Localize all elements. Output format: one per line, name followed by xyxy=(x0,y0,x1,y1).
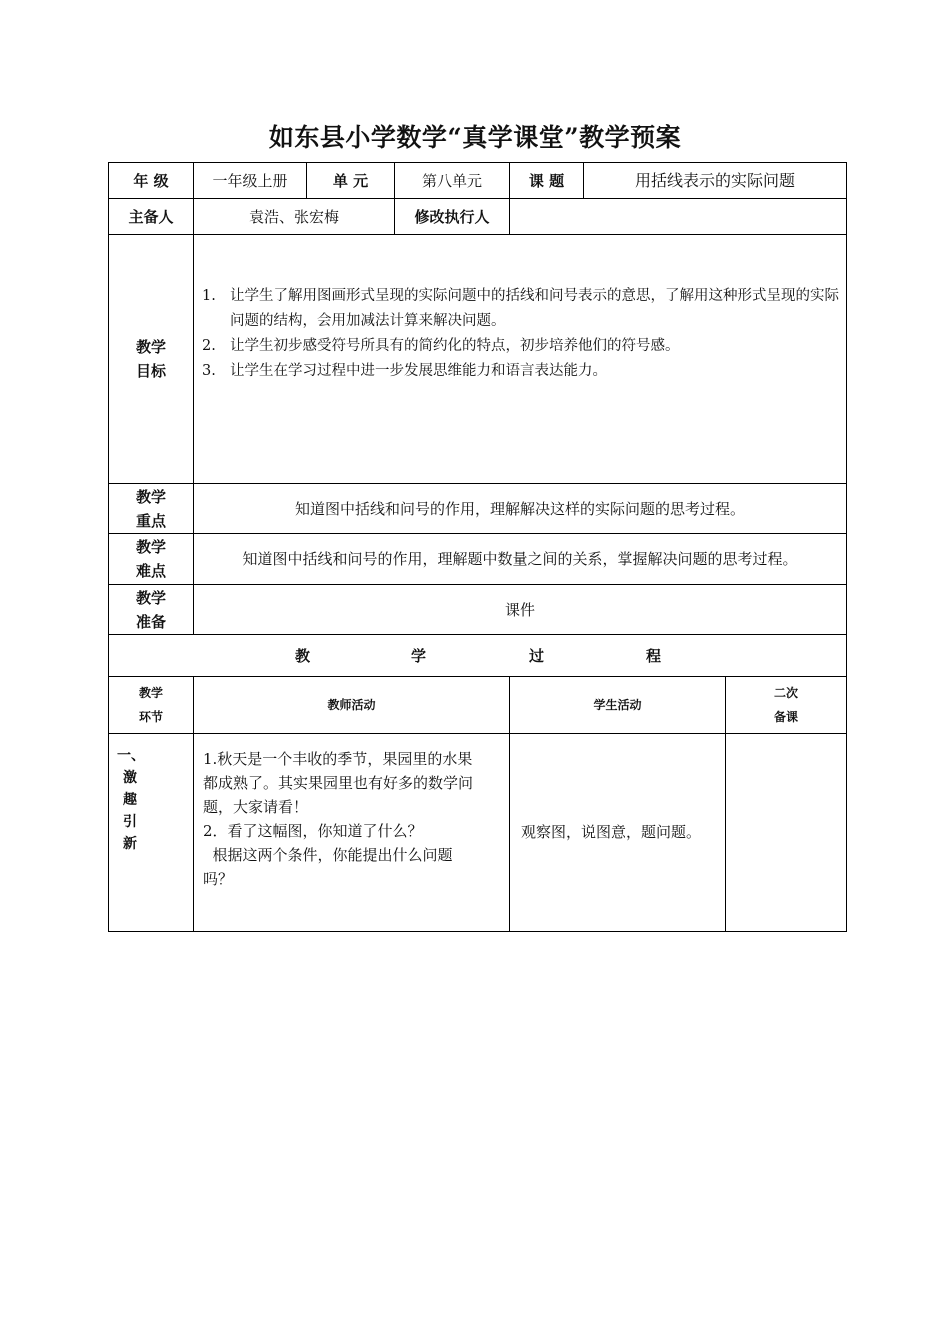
goals-label-line1: 教学 xyxy=(135,338,166,356)
difficulties-label-line1: 教学 xyxy=(135,538,166,556)
goals-label xyxy=(109,235,193,483)
stage-cell xyxy=(117,745,177,855)
second-prep-header-line2: 备课 xyxy=(773,710,798,724)
teacher-activity-line: 根据这两个条件，你能提出什么问题 xyxy=(203,846,453,864)
process-heading-char: 过 xyxy=(528,646,544,665)
teacher-activity-line: 2．看了这幅图，你知道了什么？ xyxy=(203,822,423,840)
table-border-right xyxy=(846,162,847,932)
preparation-text: 课件 xyxy=(504,600,535,619)
process-heading-char: 教 xyxy=(294,646,310,665)
second-prep-header-line1: 二次 xyxy=(773,686,798,700)
teacher-activity-line: 吗？ xyxy=(203,870,234,888)
key-points-text: 知道图中括线和问号的作用，理解解决这样的实际问题的思考过程。 xyxy=(294,499,745,518)
goal-item xyxy=(202,334,842,359)
row-divider xyxy=(108,733,847,734)
process-heading-char: 学 xyxy=(410,646,426,665)
goal-text: 让学生了解用图画形式呈现的实际问题中的括线和问号表示的意思，了解用这种形式呈现的实际问题的结构，会用加减法计算来解决问题。 xyxy=(230,288,839,329)
difficulties-label xyxy=(109,534,193,584)
stage-header-line2: 环节 xyxy=(138,710,163,724)
goal-number: 3. xyxy=(202,363,216,379)
topic-label: 课 题 xyxy=(528,171,565,190)
row-divider xyxy=(108,634,847,635)
second-prep-column-header xyxy=(726,677,846,733)
key-points-label-line2: 重点 xyxy=(135,511,166,530)
unit-label: 单 元 xyxy=(332,171,369,190)
goals-list xyxy=(202,284,842,384)
teacher-activity-line: 1.秋天是一个丰收的季节，果园里的水果 xyxy=(203,750,473,768)
key-points-label-line1: 教学 xyxy=(135,487,166,506)
document-title: 如东县小学数学“真学课堂”教学预案 xyxy=(268,123,682,152)
stage-column-header xyxy=(109,677,193,733)
unit-value: 第八单元 xyxy=(421,171,482,190)
table-border-bottom xyxy=(108,931,847,932)
student-activity-cell: 观察图，说图意，题问题。 xyxy=(521,823,702,841)
key-points-label xyxy=(109,484,193,533)
difficulties-label-line2: 难点 xyxy=(135,562,166,580)
goal-text: 让学生初步感受符号所具有的简约化的特点，初步培养他们的符号感。 xyxy=(230,338,680,354)
goal-text: 让学生在学习过程中进一步发展思维能力和语言表达能力。 xyxy=(230,363,607,379)
stage-text-line: 引 xyxy=(123,814,137,830)
preparation-label xyxy=(109,585,193,634)
preparer-label: 主备人 xyxy=(128,207,174,226)
topic-value: 用括线表示的实际问题 xyxy=(634,170,795,190)
preparation-label-line2: 准备 xyxy=(135,612,166,631)
stage-text-line: 激 xyxy=(123,770,137,786)
goal-item xyxy=(202,284,842,334)
reviser-label: 修改执行人 xyxy=(414,207,490,226)
goal-number: 2. xyxy=(202,338,216,354)
preparation-label-line1: 教学 xyxy=(135,588,166,607)
grade-label: 年 级 xyxy=(133,171,169,190)
goal-number: 1. xyxy=(202,288,216,304)
teacher-column-header: 教师活动 xyxy=(327,698,376,712)
row-divider xyxy=(108,234,847,235)
process-heading-char: 程 xyxy=(645,646,661,665)
stage-text-line: 新 xyxy=(123,836,137,852)
preparer-value: 袁浩、张宏梅 xyxy=(248,207,339,226)
goals-label-line2: 目标 xyxy=(135,362,166,380)
goal-item xyxy=(202,359,842,384)
stage-text-line: 趣 xyxy=(123,792,137,808)
stage-header-line1: 教学 xyxy=(138,686,163,700)
reviser-value xyxy=(510,199,846,234)
difficulties-text: 知道图中括线和问号的作用，理解题中数量之间的关系，掌握解决问题的思考过程。 xyxy=(242,550,798,568)
stage-text-line: 一、 xyxy=(117,748,145,764)
grade-value: 一年级上册 xyxy=(212,171,288,190)
student-column-header: 学生活动 xyxy=(593,698,642,712)
teacher-activity-line: 题，大家请看！ xyxy=(203,798,309,816)
teacher-activity-line: 都成熟了。其实果园里也有好多的数学问 xyxy=(203,774,474,792)
teacher-activity-cell xyxy=(203,747,505,891)
